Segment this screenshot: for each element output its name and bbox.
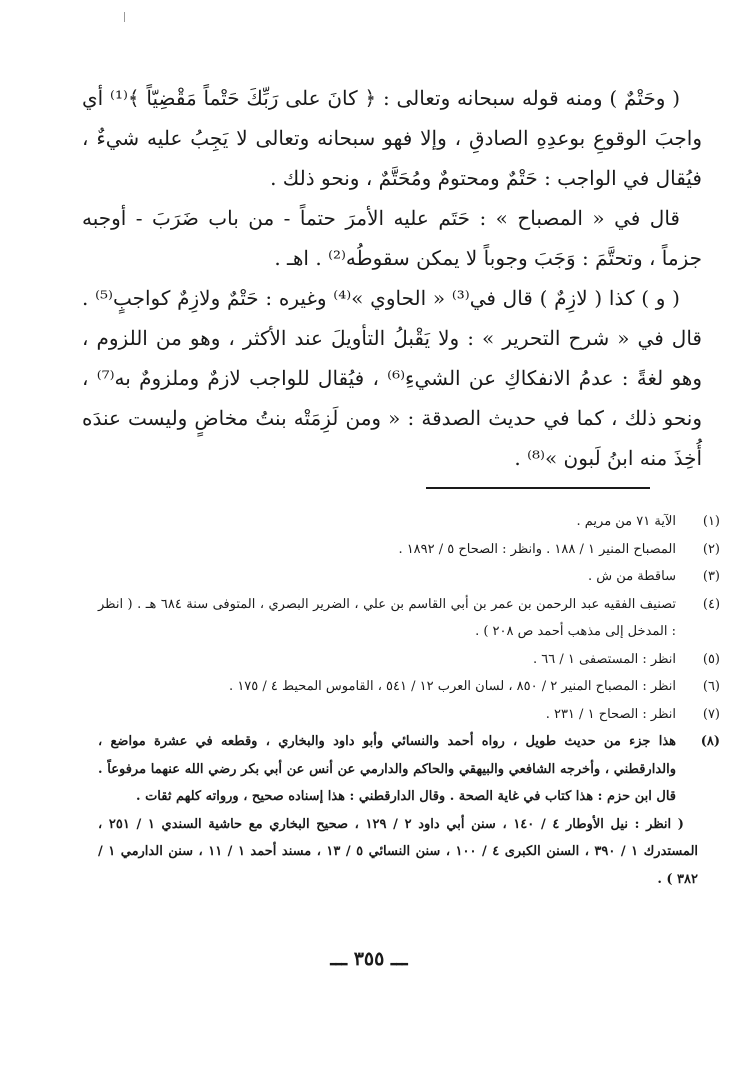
footnote-number: (٧) [702, 706, 720, 722]
main-text [82, 78, 702, 478]
footnote-number: (١) [702, 514, 720, 529]
footnote-text: انظر : المصباح المنير ٢ / ٨٥٠ ، لسان العرب ١٢ / ٥٤١ ، القاموس المحيط ٤ / ١٧٥ . [229, 679, 676, 694]
footnote-text: ساقطة من ش . [588, 569, 676, 584]
footnote-4 [98, 591, 721, 646]
footnote-separator [426, 487, 650, 489]
footnote-6 [98, 673, 720, 701]
footnote-1 [98, 508, 720, 536]
footnote-3 [98, 563, 720, 591]
footnote-2 [98, 536, 720, 564]
footnote-text: تصنيف الفقيه عبد الرحمن بن عمر بن أبي القاسم بن علي ، الضرير البصري ، المتوفى سنة ٦٨٤ هـ . ( انظر : المدخل إلى مذهب أحمد ص ٢٠٨ ) . [98, 596, 677, 639]
footnote-text: الآية ٧١ من مريم . [576, 514, 676, 529]
scan-mark [124, 12, 125, 22]
paragraph-1: ( وحَتْمٌ ) ومنه قوله سبحانه وتعالى : ﴿ كانَ على رَبِّكَ حَتْماً مَقْضِيّاً ﴾⁽¹⁾ أي واجبَ الوقوعِ بوعدِهِ الصادقِ ، وإلا فهو سبحانه وتعالى لا يَجِبُ عليه شيءٌ ، فيُقال في الواجب : حَتْمٌ ومحتومٌ ومُحَتَّمٌ ، ونحو ذلك . [82, 86, 702, 190]
paragraph-3: ( و ) كذا ( لازِمٌ ) قال في⁽³⁾ « الحاوي »⁽⁴⁾ وغيره : حَتْمٌ ولازِمٌ كواجبٍ⁽⁵⁾ . قال في « شرح التحرير » : ولا يَقْبلُ التأويلَ عند الأكثر ، وهو من اللزوم ، وهو لغةً : عدمُ الانفكاكِ عن الشيءِ⁽⁶⁾ ، فيُقال للواجب لازمٌ وملزومٌ به⁽⁷⁾ ، ونحو ذلك ، كما في حديث الصدقة : « ومن لَزِمَتْه بنتُ مخاضٍ وليست عندَه أُخِذَ منه ابنُ لَبون »⁽⁸⁾ . [82, 286, 703, 470]
footnote-text: المصباح المنير ١ / ١٨٨ . وانظر : الصحاح ٥ / ١٨٩٢ . [398, 541, 676, 557]
footnote-text: ( انظر : نيل الأوطار ٤ / ١٤٠ ، سنن أبي داود ٢ / ١٢٩ ، صحيح البخاري مع حاشية السندي ١ / ٢٥١ ، المستدرك ١ / ٣٩٠ ، السنن الكبرى ٤ / ١٠٠ ، سنن النسائي ٥ / ١٣ ، مسند أحمد ١ / ١١ ، سنن الدارمي ١ / ٣٨٢ ) . [98, 816, 699, 887]
footnote-number: (٨) [700, 734, 720, 749]
paragraph-2: قال في « المصباح » : حَتَم عليه الأمرَ حتماً - من باب ضَرَبَ - أوجبه جزماً ، وتحتَّمَ : وَجَبَ وجوباً لا يمكن سقوطُه⁽²⁾ . اهـ . [82, 206, 702, 270]
footnote-text: هذا جزء من حديث طويل ، رواه أحمد والنسائي وأبو داود والبخاري ، وقطعه في عشرة مواضع ، والدارقطني ، وأخرجه الشافعي والبيهقي والحاكم والدارمي عن أنس عن أبي بكر رضي الله عنهما مرفوعاً . قال ابن حزم : هذا كتاب في غاية الصحة . وقال الدارقطني : هذا إسناده صحيح ، ورواته كلهم ثقات . [98, 734, 676, 804]
footnote-text: انظر : الصحاح ١ / ٢٣١ . [545, 706, 676, 722]
footnote-number: (٤) [702, 596, 721, 612]
page-number: ـــ ٣٥٥ ـــ [330, 948, 408, 970]
footnote-number: (٣) [702, 569, 720, 584]
footnotes [98, 508, 721, 893]
footnote-number: (٢) [702, 541, 720, 557]
footnote-8-references [98, 811, 698, 894]
footnote-text: انظر : المستصفى ١ / ٦٦ . [532, 651, 676, 667]
footnote-number: (٦) [702, 679, 720, 694]
footnote-5 [98, 646, 720, 674]
footnote-7 [98, 701, 720, 729]
footnote-8 [98, 728, 720, 811]
footnote-number: (٥) [702, 651, 720, 667]
